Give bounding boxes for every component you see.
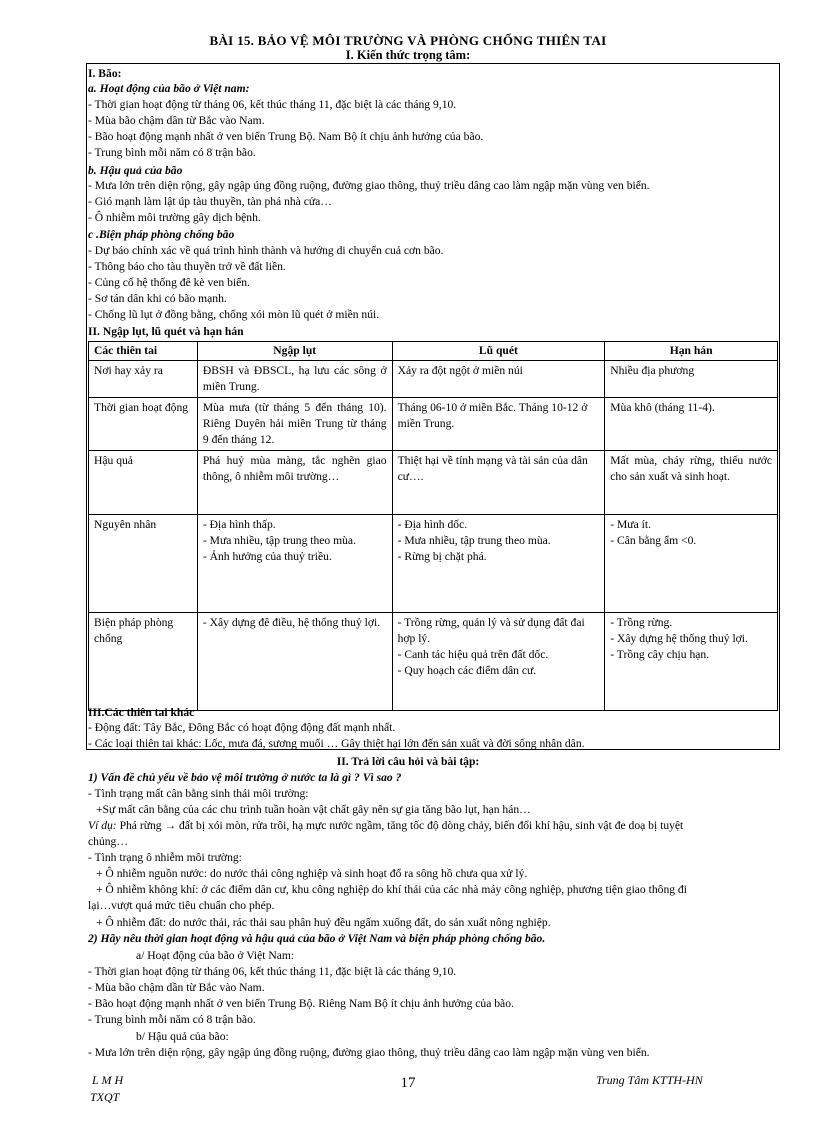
table-cell: - Mưa ít. - Cân bằng ẩm <0. — [605, 515, 778, 613]
list-item: - Động đất: Tây Bắc, Đông Bắc có hoạt động động đất mạnh nhất. — [88, 721, 396, 734]
footer-author: L M H — [92, 1073, 124, 1087]
table-cell: Xảy ra đột ngột ở miền núi — [392, 361, 605, 398]
list-item: - Thời gian hoạt động từ tháng 06, kết thúc tháng 11, đặc biệt là các tháng 9,10. — [88, 98, 457, 111]
lesson-title: BÀI 15. BẢO VỆ MÔI TRƯỜNG VÀ PHÒNG CHỐNG THIÊN TAI — [209, 33, 607, 48]
table-cell: - Địa hình dốc. - Mưa nhiều, tập trung theo mùa. - Rừng bị chặt phá. — [392, 515, 605, 613]
answer-line: - Thời gian hoạt động từ tháng 06, kết thúc tháng 11, đặc biệt là các tháng 9,10. — [88, 965, 457, 978]
table-row — [89, 361, 778, 398]
column-header: Ngập lụt — [197, 342, 392, 361]
row-label: Hậu quả — [89, 451, 198, 515]
section-subtitle: I. Kiến thức trọng tâm: — [345, 48, 471, 62]
table-cell: - Trồng rừng, quản lý và sử dụng đất đai hợp lý. - Canh tác hiệu quả trên đất dốc. - Quy hoạch các điểm dân cư. — [392, 613, 605, 711]
answer-line: - Bão hoạt động mạnh nhất ở ven biển Trung Bộ. Riêng Nam Bộ ít chịu ảnh hưởng của bão. — [88, 997, 514, 1010]
disaster-table — [88, 341, 778, 711]
row-label: Thời gian hoạt động — [89, 398, 198, 451]
footer-code: TXQT — [90, 1090, 120, 1104]
table-cell: Thiệt hại về tính mạng và tài sản của dân cư…. — [392, 451, 605, 515]
answer-line: + Ô nhiễm không khí: ở các điểm dân cư, khu công nghiệp do khí thải của các nhà máy công nghiệp, phương tiện giao thông đi — [96, 883, 687, 896]
row-label: Biện pháp phòng chống — [89, 613, 198, 711]
answer-line: - Mùa bão chậm dần từ Bắc vào Nam. — [88, 981, 265, 994]
row-label: Nguyên nhân — [89, 515, 198, 613]
section2-heading: II. Ngập lụt, lũ quét và hạn hán — [88, 325, 244, 338]
table-cell: Phá huỷ mùa màng, tắc nghẽn giao thông, ô nhiễm môi trường… — [197, 451, 392, 515]
answer-line: - Tình trạng mất cân bằng sinh thái môi trường: — [88, 787, 309, 800]
list-item: - Ô nhiễm môi trường gây dịch bệnh. — [88, 211, 261, 224]
list-item: - Mùa bão chậm dần từ Bắc vào Nam. — [88, 114, 265, 127]
row-label: Nơi hay xảy ra — [89, 361, 198, 398]
list-item: - Củng cố hệ thống đê kè ven biển. — [88, 276, 250, 289]
table-header-row — [89, 342, 778, 361]
answer-line: +Sự mất cân bằng của các chu trình tuần hoàn vật chất gây nên sự gia tăng bão lụt, hạn hán… — [96, 803, 531, 816]
section1-b-title: b. Hậu quả của bão — [88, 164, 183, 177]
answer-line: Ví dụ: Phá rừng → đất bị xói mòn, rửa trôi, hạ mực nước ngầm, tăng tốc độ dòng chảy, biến đổi khí hậu, sinh vật đe doạ bị tuyệt — [88, 819, 684, 832]
table-cell: Tháng 06-10 ở miền Bắc. Tháng 10-12 ở miền Trung. — [392, 398, 605, 451]
answer-line: b/ Hậu quả của bão: — [136, 1030, 229, 1043]
answer-line: a/ Hoạt động của bão ở Việt Nam: — [136, 949, 295, 962]
table-cell: Mất mùa, cháy rừng, thiếu nước cho sản xuất và sinh hoạt. — [605, 451, 778, 515]
example-label: Ví dụ: — [88, 819, 117, 832]
section3-heading: III.Các thiên tai khác — [88, 706, 195, 719]
answer-line: + Ô nhiễm đất: do nước thải, rác thải sau phân huỷ đều ngấm xuống đất, do sản xuất nông nghiệp. — [96, 916, 551, 929]
table-cell: Mùa mưa (từ tháng 5 đến tháng 10). Riêng Duyên hải miền Trung từ tháng 9 đến tháng 12. — [197, 398, 392, 451]
page-number: 17 — [400, 1075, 416, 1091]
list-item: - Gió mạnh làm lật úp tàu thuyền, tàn phá nhà cửa… — [88, 195, 332, 208]
question-2: 2) Hãy nêu thời gian hoạt động và hậu quả của bão ở Việt Nam và biện pháp phòng chống bão. — [88, 932, 546, 945]
answer-line: - Trung bình mỗi năm có 8 trận bão. — [88, 1013, 256, 1026]
table-row — [89, 398, 778, 451]
column-header: Hạn hán — [605, 342, 778, 361]
section1-heading: I. Bão: — [88, 67, 122, 80]
answer-line: + Ô nhiễm nguồn nước: do nước thải công nghiệp và sinh hoạt đổ ra sông hồ chưa qua xử lý. — [96, 867, 528, 880]
table-cell: ĐBSH và ĐBSCL, hạ lưu các sông ở miền Trung. — [197, 361, 392, 398]
list-item: - Chống lũ lụt ở đồng bằng, chống xói mòn lũ quét ở miền núi. — [88, 308, 380, 321]
table-cell: Mùa khô (tháng 11-4). — [605, 398, 778, 451]
question-1: 1) Vấn đề chủ yếu về bảo vệ môi trường ở nước ta là gì ? Vì sao ? — [88, 771, 402, 784]
list-item: - Trung bình mỗi năm có 8 trận bão. — [88, 146, 256, 159]
answer-line: chủng… — [88, 835, 128, 848]
section1-c-title: c .Biện pháp phòng chống bão — [88, 228, 235, 241]
answer-line: - Mưa lớn trên diện rộng, gây ngập úng đồng ruộng, đường giao thông, thuỷ triều dâng cao làm ngập mặn vùng ven biển. — [88, 1046, 650, 1059]
list-item: - Các loại thiên tai khác: Lốc, mưa đá, sương muối … Gây thiệt hại lớn đến sản xuất và đời sống nhân dân. — [88, 737, 585, 750]
list-item: - Thông báo cho tàu thuyền trở về đất liền. — [88, 260, 286, 273]
table-cell: - Xây dựng đê điều, hệ thống thuỷ lợi. — [197, 613, 392, 711]
section1-a-title: a. Hoạt động của bão ở Việt nam: — [88, 82, 250, 95]
table-cell: Nhiều địa phương — [605, 361, 778, 398]
table-cell: - Trồng rừng. - Xây dựng hệ thống thuỷ lợi. - Trồng cây chịu hạn. — [605, 613, 778, 711]
column-header: Lũ quét — [392, 342, 605, 361]
list-item: - Dự báo chính xác về quá trình hình thành và hướng di chuyển cuả cơn bão. — [88, 244, 444, 257]
list-item: - Bão hoạt động mạnh nhất ở ven biển Trung Bộ. Nam Bộ ít chịu ảnh hưởng của bão. — [88, 130, 484, 143]
list-item: - Mưa lớn trên diện rộng, gây ngập úng đồng ruộng, đường giao thông, thuỷ triều dâng cao làm ngập mặn vùng ven biển. — [88, 179, 650, 192]
table-cell: - Địa hình thấp. - Mưa nhiều, tập trung theo mùa. - Ảnh hưởng của thuỷ triều. — [197, 515, 392, 613]
answer-line: - Tình trạng ô nhiễm môi trường: — [88, 851, 242, 864]
part2-heading: II. Trả lời câu hỏi và bài tập: — [336, 755, 480, 768]
table-row — [89, 451, 778, 515]
column-header: Các thiên tai — [89, 342, 198, 361]
answer-line: lại…vượt quá mức tiêu chuẩn cho phép. — [88, 899, 275, 912]
table-row — [89, 515, 778, 613]
list-item: - Sơ tán dân khi có bão mạnh. — [88, 292, 227, 305]
footer-center: Trung Tâm KTTH-HN — [596, 1073, 703, 1087]
table-row — [89, 613, 778, 711]
